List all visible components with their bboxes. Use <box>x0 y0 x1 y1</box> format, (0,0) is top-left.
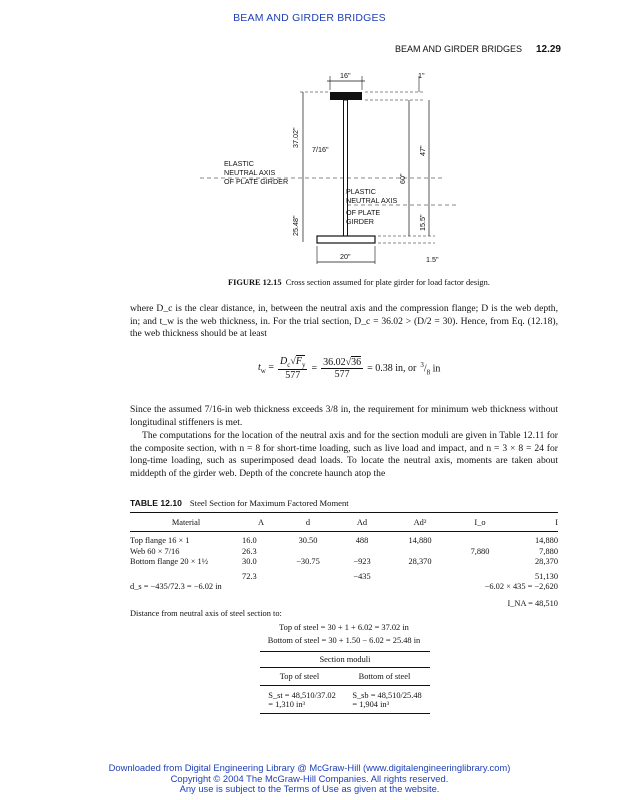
formula-frac-num: 3 <box>420 360 424 369</box>
table-row <box>130 536 558 547</box>
dim-15-5: 15.5" <box>418 214 427 231</box>
dim-web-depth: 60" <box>398 173 407 184</box>
sum-row <box>130 572 558 583</box>
table-label: TABLE 12.10 <box>130 498 182 508</box>
cell: 16.0 <box>242 536 257 545</box>
formula-n1-rad: F <box>295 356 302 367</box>
cell: 14,880 <box>534 536 558 545</box>
top-of-steel: Top of steel = 30 + 1 + 6.02 = 37.02 in <box>279 622 409 632</box>
s-top-2: = 1,310 in³ <box>268 699 306 709</box>
paragraph-3: The computations for the location of the neutral axis and for the section moduli are given in Table 12.11 for the composite section, with n = 8 for short-time loading, such as live load and impact, and n = 3 × 8 = 24 for long-time loading, such as superimposed dead loads. To locate the neutral axis, moments are taken about middepth of the girder web. Depth of the concrete haunch atop the <box>130 430 558 479</box>
col-top-of-steel: Top of steel <box>279 671 320 681</box>
cell <box>452 557 508 568</box>
cell: 28,370 <box>534 557 558 566</box>
dim-47: 47" <box>418 145 427 156</box>
cell <box>280 547 336 558</box>
table-caption <box>130 498 349 508</box>
running-head-title: BEAM AND GIRDER BRIDGES <box>394 44 522 54</box>
moduli-title: Section moduli <box>260 651 430 664</box>
formula-lhs-sub: w <box>260 367 266 375</box>
cell <box>452 536 508 547</box>
cell: 7,880 <box>470 546 490 556</box>
moduli-headers <box>260 667 430 681</box>
footer <box>0 763 619 795</box>
running-head <box>395 44 561 55</box>
web-thickness-formula: $t_w$ = $\frac{D_c√F_y}{577}$ = $\frac{36.02√36}{577}$ = 0.38 in, or $^3/_8$ in <box>258 356 441 381</box>
cell: 30.0 <box>242 557 257 566</box>
s-top-1: S_st = 48,510/37.02 <box>268 690 336 700</box>
footer-line-3: Any use is subject to the Terms of Use as given at the website. <box>179 783 440 794</box>
girder-cross-section-figure <box>200 66 470 271</box>
s-bottom-1: S_sb = 48,510/25.48 <box>352 690 422 700</box>
cell: 72.3 <box>242 571 257 581</box>
cell: 28,370 <box>408 557 432 566</box>
dim-top-thickness: 1" <box>418 71 425 80</box>
figure-caption-text: Cross section assumed for plate girder for load factor design. <box>285 278 490 287</box>
cell: 14,880 <box>408 536 432 545</box>
cell: −30.75 <box>296 557 320 566</box>
ds-right: −6.02 × 435 = −2,620 <box>484 582 558 591</box>
ina-row <box>130 599 558 610</box>
cell: 7,880 <box>539 546 558 556</box>
steel-section-table <box>130 512 558 714</box>
formula-n1-rad-sub: y <box>301 361 306 369</box>
ina-value: I_NA = 48,510 <box>507 598 558 608</box>
formula-n2: 36.02 <box>323 357 346 368</box>
header-d: d <box>280 513 336 532</box>
formula-den-1: 577 <box>285 370 301 381</box>
paragraph-2: Since the assumed 7/16-in web thickness exceeds 3/8 in, the requirement for minimum web thickness without longitudinal stiffeners is met. <box>130 404 558 428</box>
elastic-label-2: NEUTRAL AXIS <box>224 168 276 177</box>
top-flange <box>330 92 362 100</box>
distance-row <box>130 609 558 620</box>
table-row <box>130 547 558 558</box>
page-number: 12.29 <box>535 44 561 55</box>
plastic-label-2: NEUTRAL AXIS <box>346 196 398 205</box>
header-a: A <box>242 513 280 532</box>
bottom-of-steel: Bottom of steel = 30 + 1.50 − 6.02 = 25.48 in <box>267 636 421 645</box>
header-ad2: Ad² <box>388 513 452 532</box>
table-row <box>130 557 558 568</box>
cell <box>336 547 388 558</box>
ds-left: d_s = −435/72.3 = −6.02 in <box>130 582 222 591</box>
header-io: I_o <box>452 513 508 532</box>
formula-frac-den: 8 <box>426 368 431 377</box>
cell: 30.50 <box>298 536 318 545</box>
dim-distance-bottom: 25.48" <box>291 215 300 236</box>
plastic-label-3: OF PLATE <box>346 208 381 217</box>
dim-distance-top: 37.02" <box>291 127 300 148</box>
paragraph-1: where D_c is the clear distance, in, between the neutral axis and the compression flange; D is the web depth, in; and t_w is the web thickness, in. For the trial section, D_c = 36.02 > (D/2 = 30). Hence, from Eq. (12.18), the web thickness should be at least <box>130 303 558 339</box>
formula-result: = 0.38 in, or <box>367 363 417 374</box>
footer-line-2: Copyright © 2004 The McGraw-Hill Companies. All rights reserved. <box>170 772 449 784</box>
header-ad: Ad <box>336 513 388 532</box>
bottom-flange <box>317 236 375 243</box>
formula-lhs: t <box>258 362 261 373</box>
elastic-label-1: ELASTIC <box>224 159 254 168</box>
s-bottom-2: = 1,904 in³ <box>352 699 390 709</box>
footer-line-1[interactable]: Downloaded from Digital Engineering Library @ McGraw-Hill (www.digitalengineeringlibrary.com) <box>108 762 511 773</box>
cell: 26.3 <box>242 546 257 556</box>
formula-n2-rad: 36 <box>351 357 362 368</box>
dim-top-width: 16" <box>340 71 351 80</box>
cell: 51,130 <box>534 571 558 581</box>
cell: Web 60 × 7/16 <box>130 546 180 556</box>
header-material: Material <box>130 513 242 532</box>
elastic-label-3: OF PLATE GIRDER <box>224 177 289 186</box>
figure-caption <box>228 277 498 288</box>
table-title: Steel Section for Maximum Factored Moment <box>189 498 349 508</box>
moduli-values <box>260 685 430 714</box>
distance-label: Distance from neutral axis of steel section to: <box>130 609 282 618</box>
formula-n1-sub: c <box>287 361 291 369</box>
formula-den-2: 577 <box>334 369 350 380</box>
cell: Top flange 16 × 1 <box>130 536 190 545</box>
cell: −923 <box>353 557 371 566</box>
header-i: I <box>508 513 558 532</box>
cell: 488 <box>355 536 369 545</box>
col-bottom-of-steel: Bottom of steel <box>358 671 411 681</box>
dim-web-thickness: 7/16" <box>312 145 329 154</box>
cell: −435 <box>353 571 371 581</box>
plastic-label-4: GIRDER <box>346 217 374 226</box>
ds-row <box>130 582 558 593</box>
table-header-row <box>130 513 558 532</box>
cell <box>388 547 452 558</box>
dim-bottom-width: 20" <box>340 252 351 261</box>
formula-n1: D <box>279 356 288 367</box>
plastic-label-1: PLASTIC <box>346 187 376 196</box>
dim-bottom-thickness: 1.5" <box>426 255 439 264</box>
figure-label: FIGURE 12.15 <box>228 278 282 287</box>
cell: Bottom flange 20 × 1½ <box>130 557 208 566</box>
top-banner: BEAM AND GIRDER BRIDGES <box>233 12 386 24</box>
formula-unit: in <box>432 363 441 375</box>
